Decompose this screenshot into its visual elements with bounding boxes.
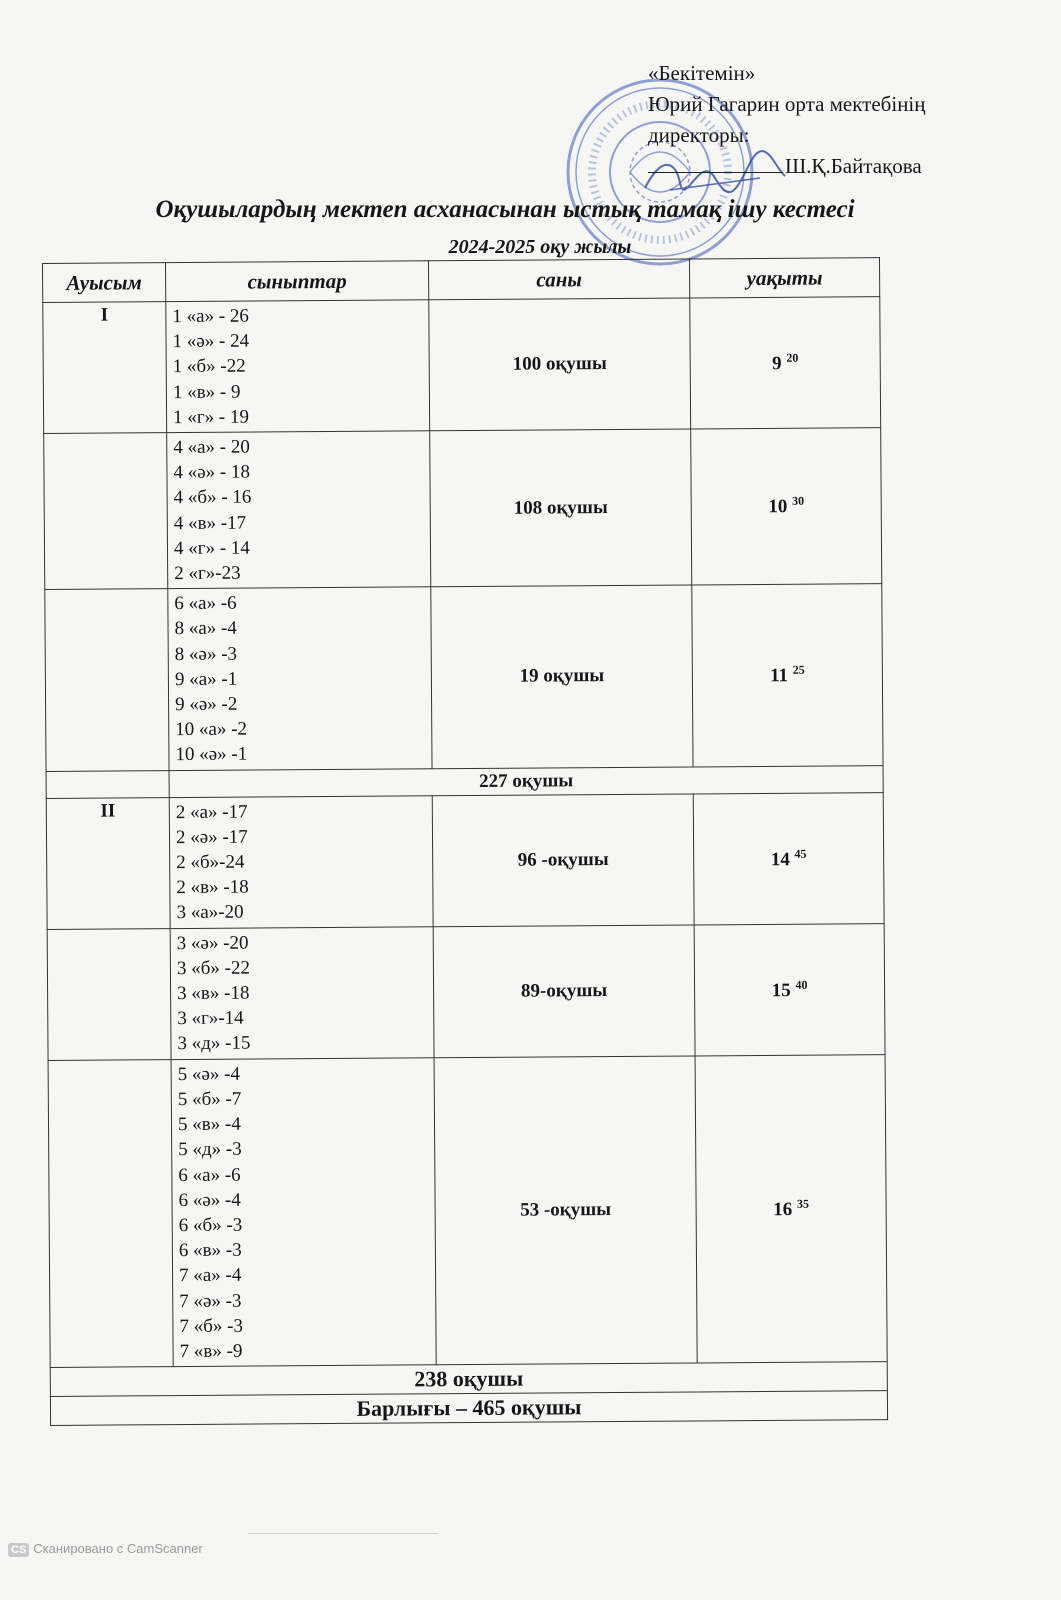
- class-entry: 3 «б» -22: [176, 957, 250, 979]
- time-minute: 30: [792, 494, 805, 509]
- table-row: [46, 792, 884, 929]
- class-entry: 4 «а» - 20: [173, 436, 250, 459]
- time-cell: [692, 584, 883, 767]
- camscanner-logo: CS: [8, 1543, 29, 1557]
- header-count: саны: [428, 259, 689, 300]
- class-entry: 2 «г»-23: [174, 562, 241, 585]
- class-entry: 2 «в» -18: [176, 876, 249, 899]
- class-entry: 9 «ә» -2: [175, 693, 238, 716]
- class-entry: 3 «а»-20: [176, 902, 244, 924]
- shift-cell: [45, 589, 169, 771]
- shift-cell: [44, 433, 168, 590]
- shift-cell: I: [43, 302, 167, 434]
- approval-school: Юрий Гагарин орта мектебінің: [648, 92, 926, 116]
- time-minute: 35: [796, 1196, 810, 1211]
- class-entry: 1 «ә» - 24: [172, 330, 250, 353]
- time-minute: 40: [795, 977, 808, 992]
- time-hour: 9: [772, 353, 782, 375]
- class-entry: 6 «а» -6: [178, 1164, 241, 1186]
- class-entry: 3 «ә» -20: [176, 932, 249, 954]
- class-entry: 4 «г» - 14: [173, 537, 250, 559]
- time-minute: 20: [786, 350, 799, 365]
- class-entry: 1 «в» - 9: [172, 381, 241, 403]
- approval-signer: Ш.Қ.Байтақова: [785, 154, 922, 178]
- shift-subtotal: 238 оқушы: [50, 1362, 887, 1397]
- document-title: Оқушылардың мектеп асханасынан ыстық тамақ ішу кестесі: [155, 196, 855, 223]
- table-row: [48, 1054, 887, 1367]
- class-entry: 10 «ә» -1: [175, 744, 248, 766]
- scanner-footer: [8, 1541, 203, 1557]
- approval-block: [648, 58, 926, 182]
- approval-signature-line: [648, 151, 926, 182]
- time-cell: [694, 923, 885, 1055]
- classes-cell: [166, 300, 430, 433]
- signature-underline: [648, 172, 783, 173]
- shift-cell: II: [46, 797, 170, 929]
- header-classes: сыныптар: [166, 261, 429, 302]
- time-cell: [691, 428, 882, 586]
- grand-total-row: [50, 1391, 887, 1426]
- class-entry: 8 «а» -4: [174, 618, 237, 640]
- document-subtitle: 2024-2025 оқу жылы: [448, 236, 632, 258]
- class-entry: 6 «а» -6: [174, 592, 237, 615]
- classes-cell: [167, 431, 431, 589]
- class-entry: 7 «в» -9: [179, 1340, 243, 1362]
- class-entry: 3 «д» -15: [177, 1033, 251, 1055]
- divider: [248, 1533, 438, 1534]
- time-minute: 45: [794, 846, 807, 861]
- table-row: [47, 923, 885, 1060]
- student-count-cell: 108 оқушы: [430, 429, 692, 587]
- class-entry: 8 «ә» -3: [174, 643, 238, 665]
- shift-cell: [48, 1059, 173, 1367]
- class-entry: 6 «б» -3: [178, 1214, 243, 1236]
- class-entry: 9 «а» -1: [174, 668, 238, 690]
- class-entry: 7 «ә» -3: [179, 1290, 242, 1312]
- time-cell: [695, 1054, 887, 1363]
- approval-heading: «Бекітемін»: [648, 61, 756, 85]
- class-entry: 1 «а» - 26: [172, 305, 249, 328]
- class-entry: 7 «а» -4: [179, 1264, 242, 1287]
- classes-cell: [169, 795, 433, 928]
- class-entry: 1 «г» - 19: [173, 406, 250, 428]
- class-entry: 4 «б» - 16: [173, 486, 252, 509]
- class-entry: 5 «б» -7: [177, 1088, 242, 1110]
- class-entry: 7 «б» -3: [179, 1315, 243, 1337]
- class-entry: 5 «ә» -4: [177, 1063, 241, 1085]
- table-row: [45, 584, 883, 771]
- class-entry: 3 «в» -18: [177, 982, 250, 1005]
- class-entry: 4 «в» -17: [173, 512, 247, 534]
- time-hour: 16: [773, 1198, 793, 1220]
- time-cell: [690, 297, 881, 429]
- time-hour: 11: [769, 665, 789, 687]
- table-row: [43, 297, 881, 434]
- time-hour: 15: [771, 979, 791, 1001]
- student-count-cell: 96 -оқушы: [432, 794, 694, 927]
- time-minute: 25: [792, 662, 805, 678]
- student-count-cell: 100 оқушы: [429, 298, 691, 431]
- shift-cell: [47, 928, 171, 1060]
- class-entry: 5 «в» -4: [177, 1113, 241, 1136]
- class-entry: 4 «ә» - 18: [173, 461, 251, 484]
- grand-total: Барлығы – 465 оқушы: [50, 1391, 887, 1426]
- time-cell: [693, 792, 884, 924]
- subtotal-spacer: [46, 770, 169, 798]
- classes-cell: [171, 1057, 436, 1366]
- time-hour: 14: [770, 848, 790, 870]
- table-body: [43, 297, 888, 1426]
- scanner-text: Сканировано с CamScanner: [33, 1541, 203, 1556]
- student-count-cell: 53 -оқушы: [434, 1056, 697, 1365]
- class-entry: 3 «г»-14: [177, 1007, 244, 1030]
- class-entry: 10 «а» -2: [175, 718, 248, 741]
- classes-cell: [168, 587, 432, 770]
- header-time: уақыты: [689, 258, 879, 298]
- class-entry: 2 «б»-24: [176, 851, 245, 874]
- class-entry: 5 «д» -3: [178, 1138, 242, 1161]
- student-count-cell: 19 оқушы: [431, 585, 693, 768]
- class-entry: 2 «а» -17: [175, 801, 248, 823]
- student-count-cell: 89-оқушы: [433, 925, 695, 1058]
- table-header-row: [43, 258, 880, 303]
- header-shift: Ауысым: [43, 263, 166, 303]
- lunch-schedule-table: [42, 257, 888, 1426]
- approval-position: директоры:: [648, 123, 750, 147]
- class-entry: 6 «в» -3: [178, 1239, 242, 1262]
- class-entry: 2 «ә» -17: [175, 826, 248, 848]
- shift-subtotal: 227 оқушы: [169, 765, 883, 797]
- classes-cell: [170, 926, 434, 1059]
- class-entry: 1 «б» -22: [172, 355, 246, 378]
- time-hour: 10: [768, 496, 788, 518]
- class-entry: 6 «ә» -4: [178, 1189, 241, 1211]
- table-row: [44, 428, 882, 590]
